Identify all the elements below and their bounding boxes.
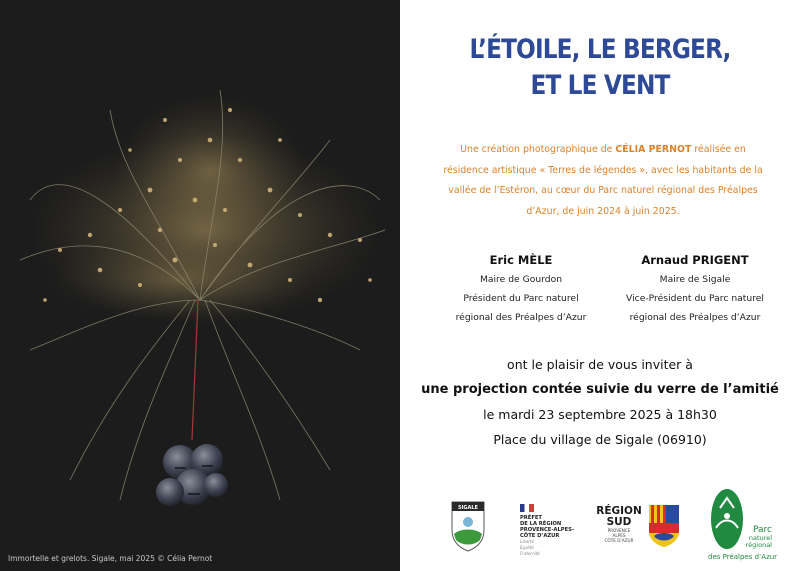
host-role: Maire de Sigale [659, 274, 731, 285]
region-sub: ALPES [612, 533, 626, 538]
title-line-1: L’ÉTOILE, LE BERGER, [469, 34, 731, 65]
sigale-logo-text: SIGALE [457, 505, 479, 511]
region-sub: CÔTE D’AZUR [604, 538, 634, 543]
intro-text-before: Une création photographique de [460, 144, 616, 155]
host-card-arnaud-prigent [606, 250, 784, 327]
invitation-panel [400, 0, 800, 571]
intro-text-after: réalisée en résidence artistique « Terres de légendes », avec les habitants de la vallée de l’Estéron, au cœur du Parc naturel régional des Préalpes d’Azur, de juin 2024 à juin 2025. [443, 144, 763, 217]
parc-line: régional [745, 541, 772, 549]
marianne-flag-icon [520, 504, 534, 512]
prefet-line: CÔTE D’AZUR [520, 533, 560, 539]
host-role: Maire de Gourdon [479, 274, 563, 285]
prefet-motto: Égalité [520, 545, 534, 550]
host-name: Arnaud PRIGENT [641, 253, 749, 267]
prefet-line: DE LA RÉGION [520, 521, 562, 527]
region-sud-logo [594, 504, 686, 552]
prefet-motto: Liberté [520, 539, 535, 544]
invite-line-1: ont le plaisir de vous inviter à [507, 357, 693, 372]
host-role: régional des Préalpes d’Azur [629, 312, 761, 323]
prefet-motto: Fraternité [520, 551, 540, 556]
event-description: une projection contée suivie du verre de l’amitié [421, 382, 779, 397]
host-card-eric-mele [431, 250, 611, 327]
region-sub: PROVENCE [607, 528, 631, 533]
sigale-crest-logo [450, 500, 486, 552]
host-role: Président du Parc naturel [463, 293, 579, 304]
partner-logos [400, 488, 800, 568]
host-role: régional des Préalpes d’Azur [455, 312, 587, 323]
parc-line: naturel [748, 534, 772, 542]
region-line: SUD [606, 516, 632, 528]
parc-naturel-logo [708, 488, 778, 568]
invitation-title [428, 32, 772, 104]
region-line: RÉGION [596, 505, 642, 517]
region-shield-icon [648, 504, 680, 548]
intro-paragraph [438, 140, 768, 222]
prefet-line: PRÉFET [520, 515, 542, 521]
parc-bottom-text: des Préalpes d’Azur [708, 553, 778, 561]
host-role: Vice-Président du Parc naturel [626, 293, 764, 304]
event-location: Place du village de Sigale (06910) [493, 432, 707, 447]
prefet-line: PROVENCE-ALPES- [520, 527, 575, 533]
photo-caption: Immortelle et grelots. Sigale, mai 2025 © Célia Pernot [8, 554, 213, 563]
host-name: Eric MÈLE [489, 253, 553, 267]
event-date: le mardi 23 septembre 2025 à 18h30 [483, 407, 717, 422]
title-line-2: ET LE VENT [530, 70, 670, 101]
parc-line: Parc [753, 525, 772, 535]
artist-name: CÉLIA PERNOT [615, 144, 692, 155]
prefet-logo [520, 504, 590, 554]
invitation-details [400, 352, 800, 452]
